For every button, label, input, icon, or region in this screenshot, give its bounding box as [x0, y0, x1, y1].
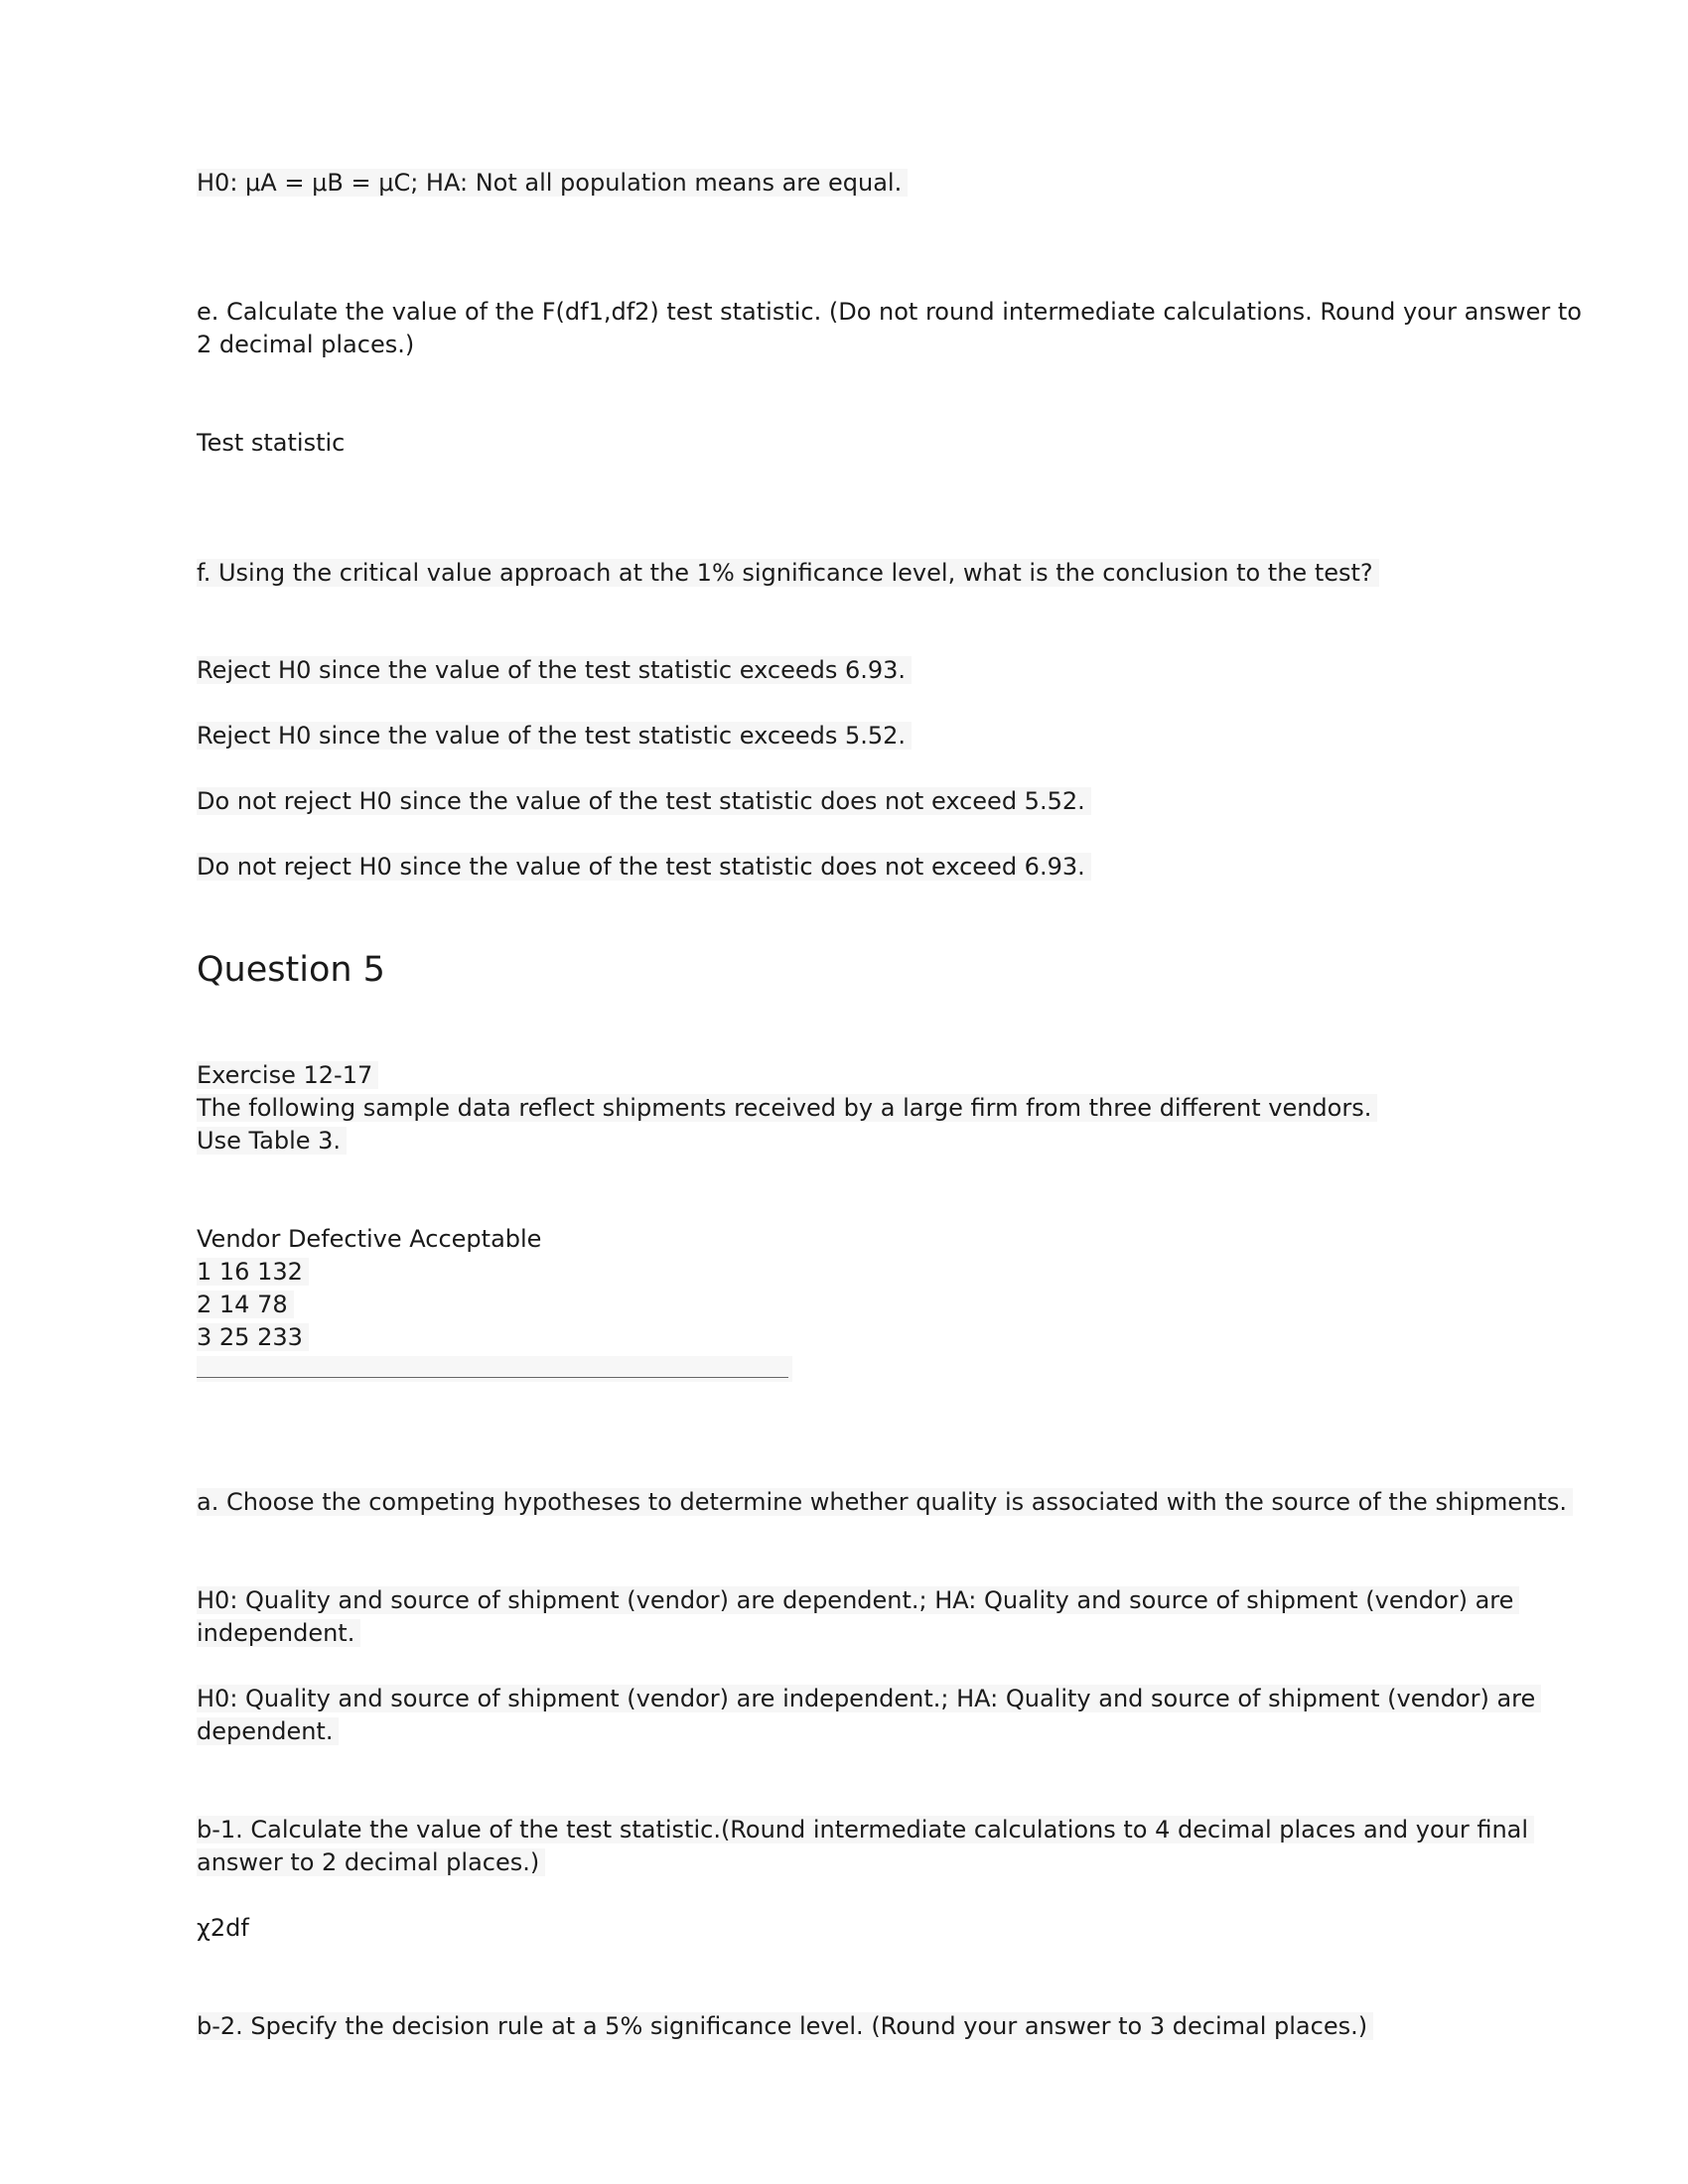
- q4-option-1-text: Reject H0 since the value of the test statistic exceeds 6.93.: [197, 656, 912, 684]
- q4-option-4[interactable]: [197, 851, 1091, 884]
- vendor-table-row: 2 14 78: [197, 1289, 294, 1321]
- q5-part-a-question: a. Choose the competing hypotheses to determine whether quality is associated with the source of the shipments.: [197, 1486, 1573, 1519]
- q4-option-4-text: Do not reject H0 since the value of the test statistic does not exceed 6.93.: [197, 853, 1091, 881]
- vendor-table-row: 3 25 233: [197, 1321, 309, 1354]
- chi-square-label: χ2df: [197, 1914, 249, 1942]
- q5-option-2-line1[interactable]: H0: Quality and source of shipment (vendor) are independent.; HA: Quality and source of shipment (vendor) are: [197, 1683, 1541, 1715]
- exercise-label: Exercise 12-17: [197, 1059, 378, 1092]
- q4-option-2[interactable]: [197, 720, 912, 752]
- q5-part-b1-line2: answer to 2 decimal places.): [197, 1846, 545, 1879]
- table-separator-line: [197, 1377, 788, 1378]
- table-separator: [197, 1356, 792, 1382]
- question-5-heading: Question 5: [197, 950, 385, 990]
- q4-hypothesis-text: H0: μA = μB = μC; HA: Not all population means are equal.: [197, 169, 908, 197]
- q4-option-3-text: Do not reject H0 since the value of the test statistic does not exceed 5.52.: [197, 787, 1091, 815]
- q5-part-b2-question: b-2. Specify the decision rule at a 5% significance level. (Round your answer to 3 decimal places.): [197, 2010, 1373, 2043]
- q4-option-3[interactable]: [197, 785, 1091, 818]
- exercise-intro: The following sample data reflect shipments received by a large firm from three different vendors.: [197, 1092, 1377, 1125]
- q4-hypothesis-option[interactable]: [197, 167, 908, 200]
- q5-part-b1-line1: b-1. Calculate the value of the test statistic.(Round intermediate calculations to 4 decimal places and your final: [197, 1814, 1534, 1846]
- test-statistic-label: Test statistic: [197, 429, 346, 457]
- q5-option-2-line2[interactable]: dependent.: [197, 1715, 339, 1748]
- vendor-table-row: 1 16 132: [197, 1256, 309, 1289]
- vendor-table-header: Vendor Defective Acceptable: [197, 1225, 542, 1253]
- q4-part-f-question: f. Using the critical value approach at the 1% significance level, what is the conclusion to the test?: [197, 557, 1379, 590]
- q4-option-1[interactable]: [197, 654, 912, 687]
- q4-part-e-line1: e. Calculate the value of the F(df1,df2) test statistic. (Do not round intermediate calculations. Round your answer to: [197, 298, 1582, 326]
- q4-option-2-text: Reject H0 since the value of the test statistic exceeds 5.52.: [197, 722, 912, 750]
- use-table-note: Use Table 3.: [197, 1125, 347, 1158]
- q4-part-e-line2: 2 decimal places.): [197, 331, 415, 358]
- q5-option-1-line2[interactable]: independent.: [197, 1617, 360, 1650]
- q5-option-1-line1[interactable]: H0: Quality and source of shipment (vendor) are dependent.; HA: Quality and source of shipment (vendor) are: [197, 1584, 1519, 1617]
